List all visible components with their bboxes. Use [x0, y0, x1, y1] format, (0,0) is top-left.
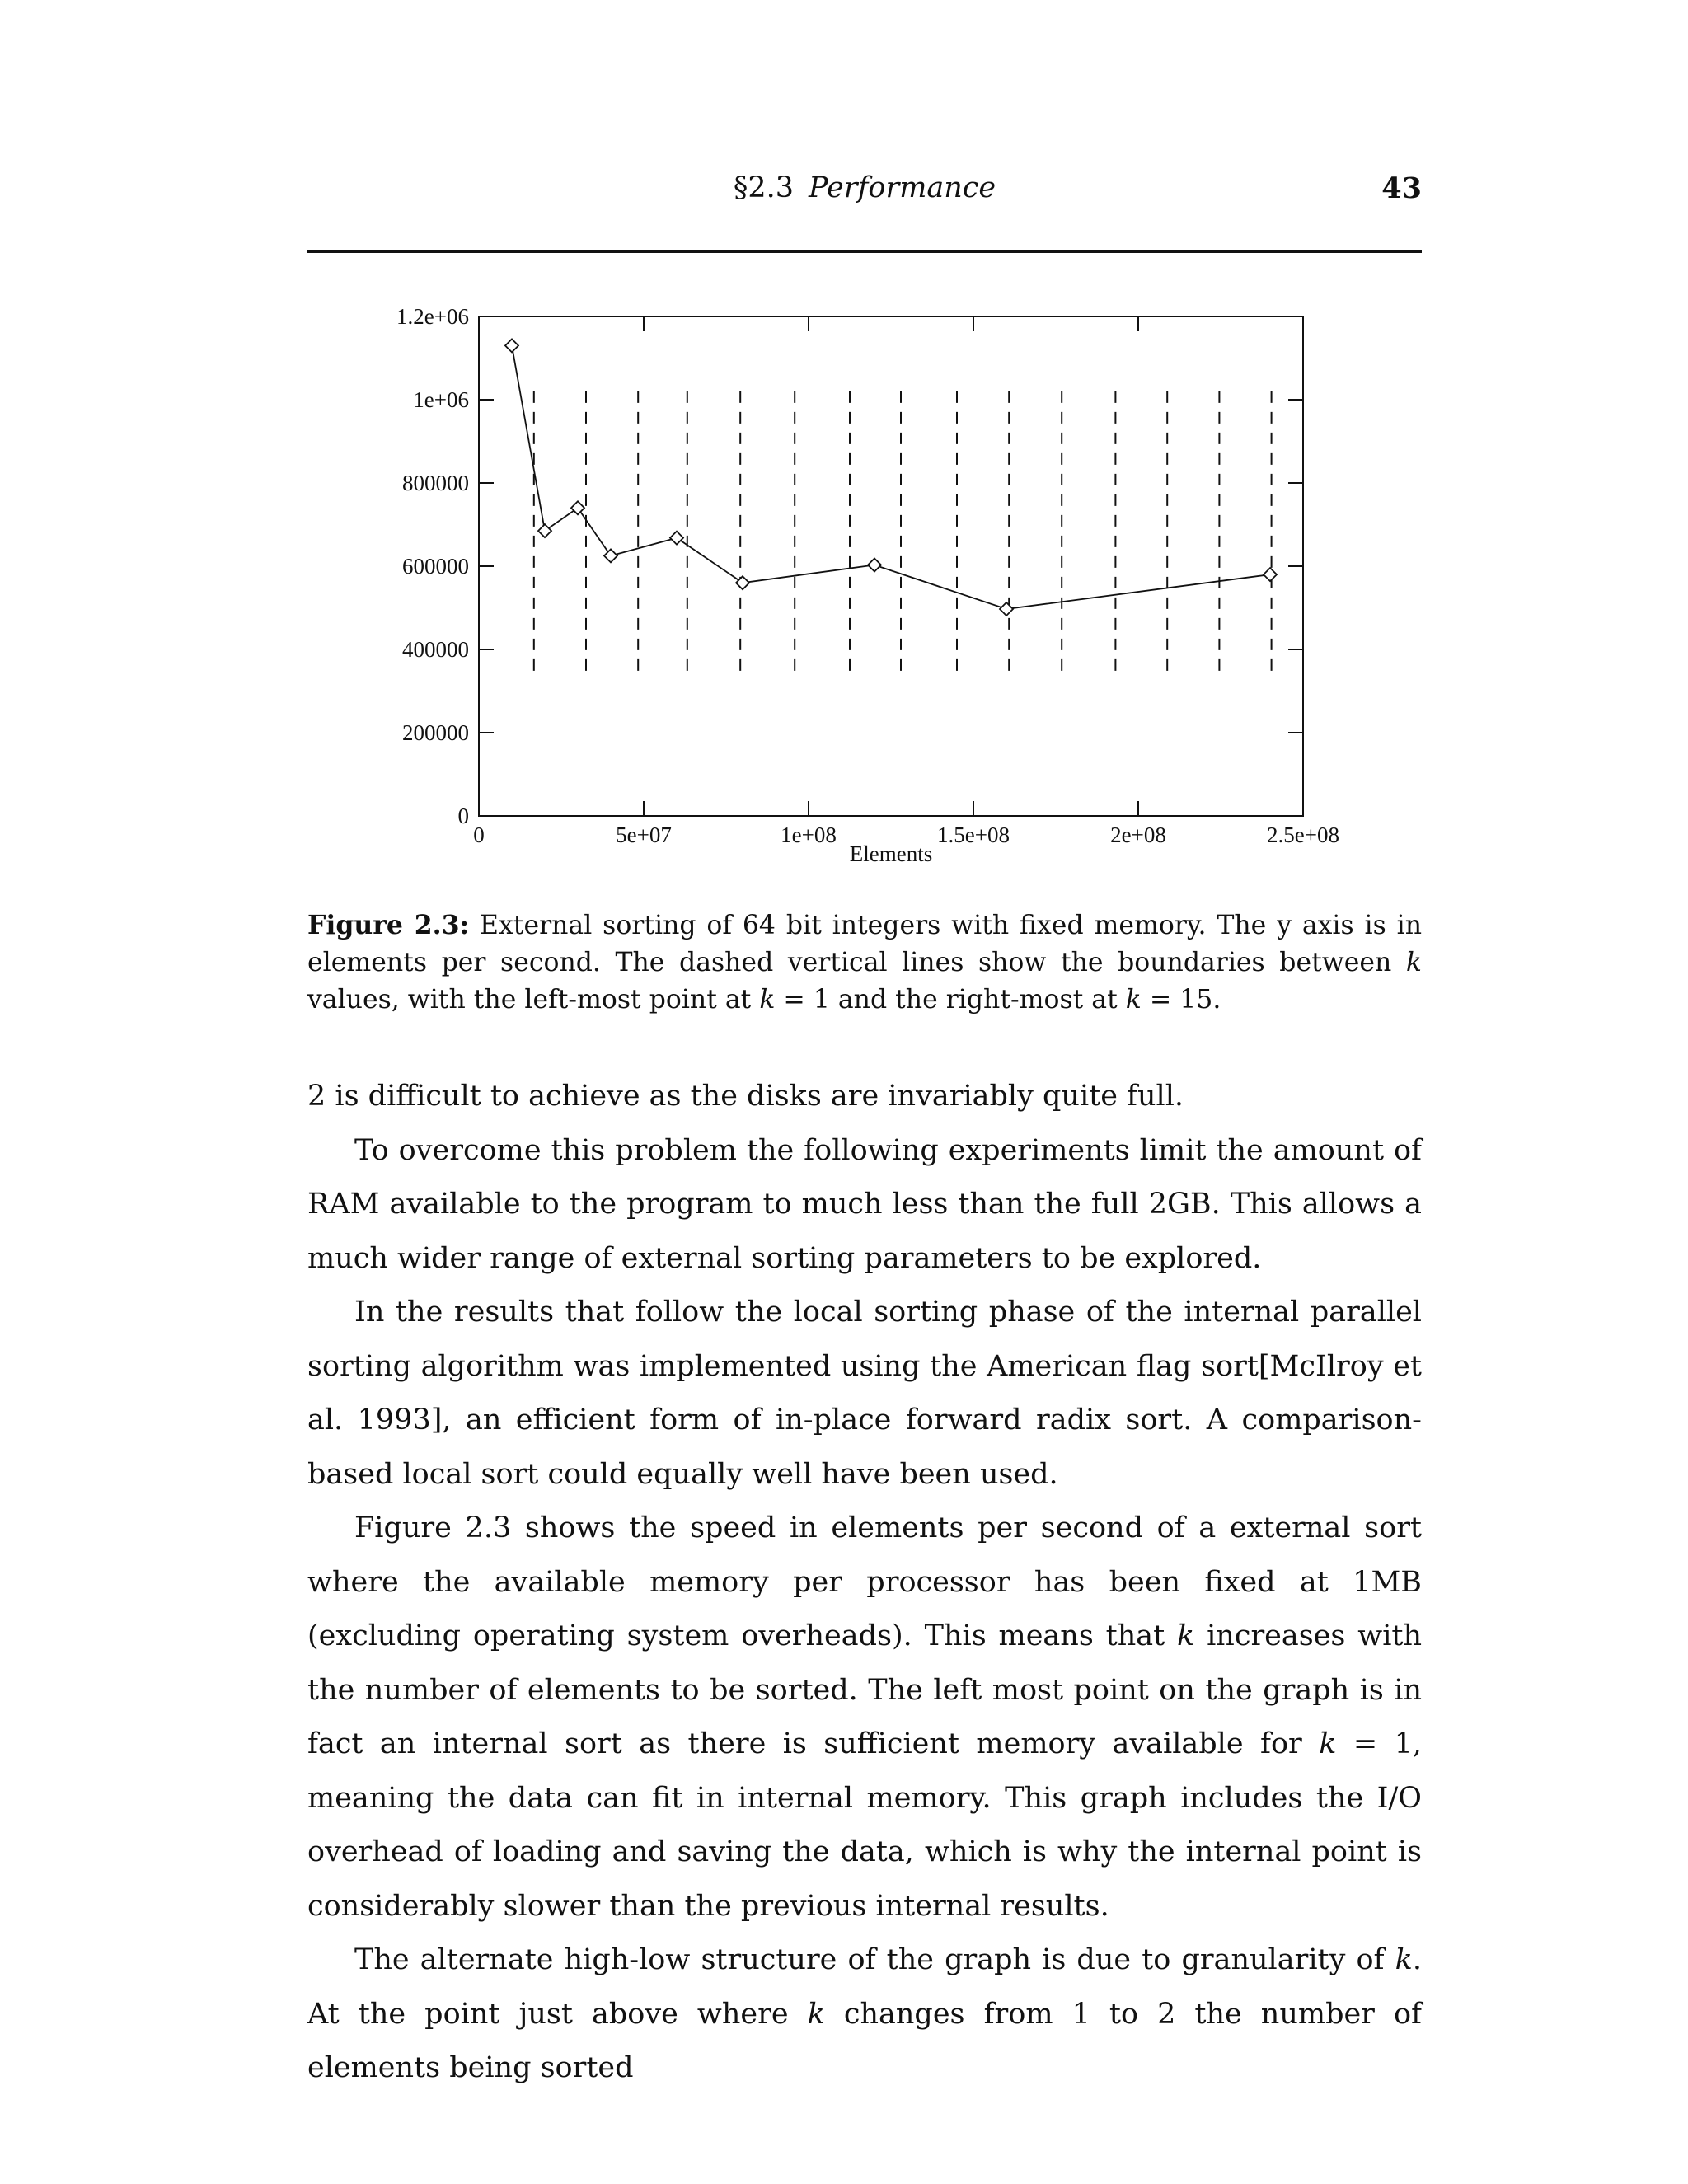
figure-caption: Figure 2.3: External sorting of 64 bit integers with fixed memory. The y axis is in elements per second. The dashed vertical lines show the boundaries between k values, with the left-most point at k = 1 and the right-most at k = 15.: [307, 910, 1422, 1015]
section-heading: [307, 171, 1422, 204]
section-title: Performance: [809, 171, 996, 204]
data-point: [670, 532, 683, 545]
body-text: [307, 1070, 1422, 2096]
data-point: [505, 339, 518, 352]
section-number: §2.3: [733, 171, 795, 204]
y-tick-label: 800000: [402, 471, 469, 495]
x-tick-label: 1.5e+08: [937, 823, 1010, 847]
running-header: [307, 171, 1422, 221]
x-axis-label: Elements: [849, 841, 933, 866]
page-number: 43: [1381, 171, 1422, 205]
x-tick-label: 0: [473, 823, 485, 847]
data-point: [1000, 602, 1013, 616]
data-point: [736, 576, 749, 589]
data-point: [868, 558, 881, 571]
y-tick-label: 1.2e+06: [396, 304, 469, 329]
y-tick-label: 600000: [402, 554, 469, 579]
data-point: [1264, 568, 1277, 581]
y-tick-label: 1e+06: [413, 387, 469, 412]
x-tick-label: 2.5e+08: [1267, 823, 1339, 847]
paragraph: The alternate high-low structure of the graph is due to granularity of k. At the point just above where k changes from 1 to 2 the number of elements being sorted: [307, 1943, 1423, 2084]
y-tick-label: 0: [457, 804, 469, 828]
figure-label: Figure 2.3:: [307, 910, 470, 940]
series-line: [512, 345, 1270, 609]
series: [505, 339, 1277, 616]
plot-frame: [479, 316, 1303, 816]
paragraph: In the results that follow the local sorting phase of the internal parallel sorting algorithm was implemented using the American flag sort[McIlroy et al. 1993], an efficient form of in-place forward radix sort. A comparison-based local sort could equally well have been used.: [307, 1296, 1422, 1491]
x-tick-label: 2e+08: [1110, 823, 1166, 847]
paragraph: Figure 2.3 shows the speed in elements per second of a external sort where the available memory per processor has been fixed at 1MB (excluding operating system overheads). This means that k increases with the number of elements to be sorted. The left most point on the graph is in fact an internal sort as there is sufficient memory available for k = 1, meaning the data can fit in internal memory. This graph includes the I/O overhead of loading and saving the data, which is why the internal point is considerably slower than the previous internal results.: [307, 1511, 1422, 1923]
plot-border: [479, 316, 1303, 816]
paragraph: To overcome this problem the following experiments limit the amount of RAM available to the program to much less than the full 2GB. This allows a much wider range of external sorting parameters to be explored.: [307, 1133, 1422, 1275]
header-rule: [307, 250, 1422, 253]
x-tick-label: 1e+08: [781, 823, 837, 847]
data-point: [571, 501, 584, 514]
performance-chart: [307, 297, 1422, 882]
y-tick-label: 400000: [402, 637, 469, 662]
data-point: [538, 524, 551, 537]
y-tick-label: 200000: [402, 720, 469, 745]
paragraph: 2 is difficult to achieve as the disks are invariably quite full.: [307, 1080, 1184, 1113]
k-boundaries: [534, 391, 1272, 674]
x-tick-label: 5e+07: [616, 823, 672, 847]
data-point: [604, 549, 617, 562]
